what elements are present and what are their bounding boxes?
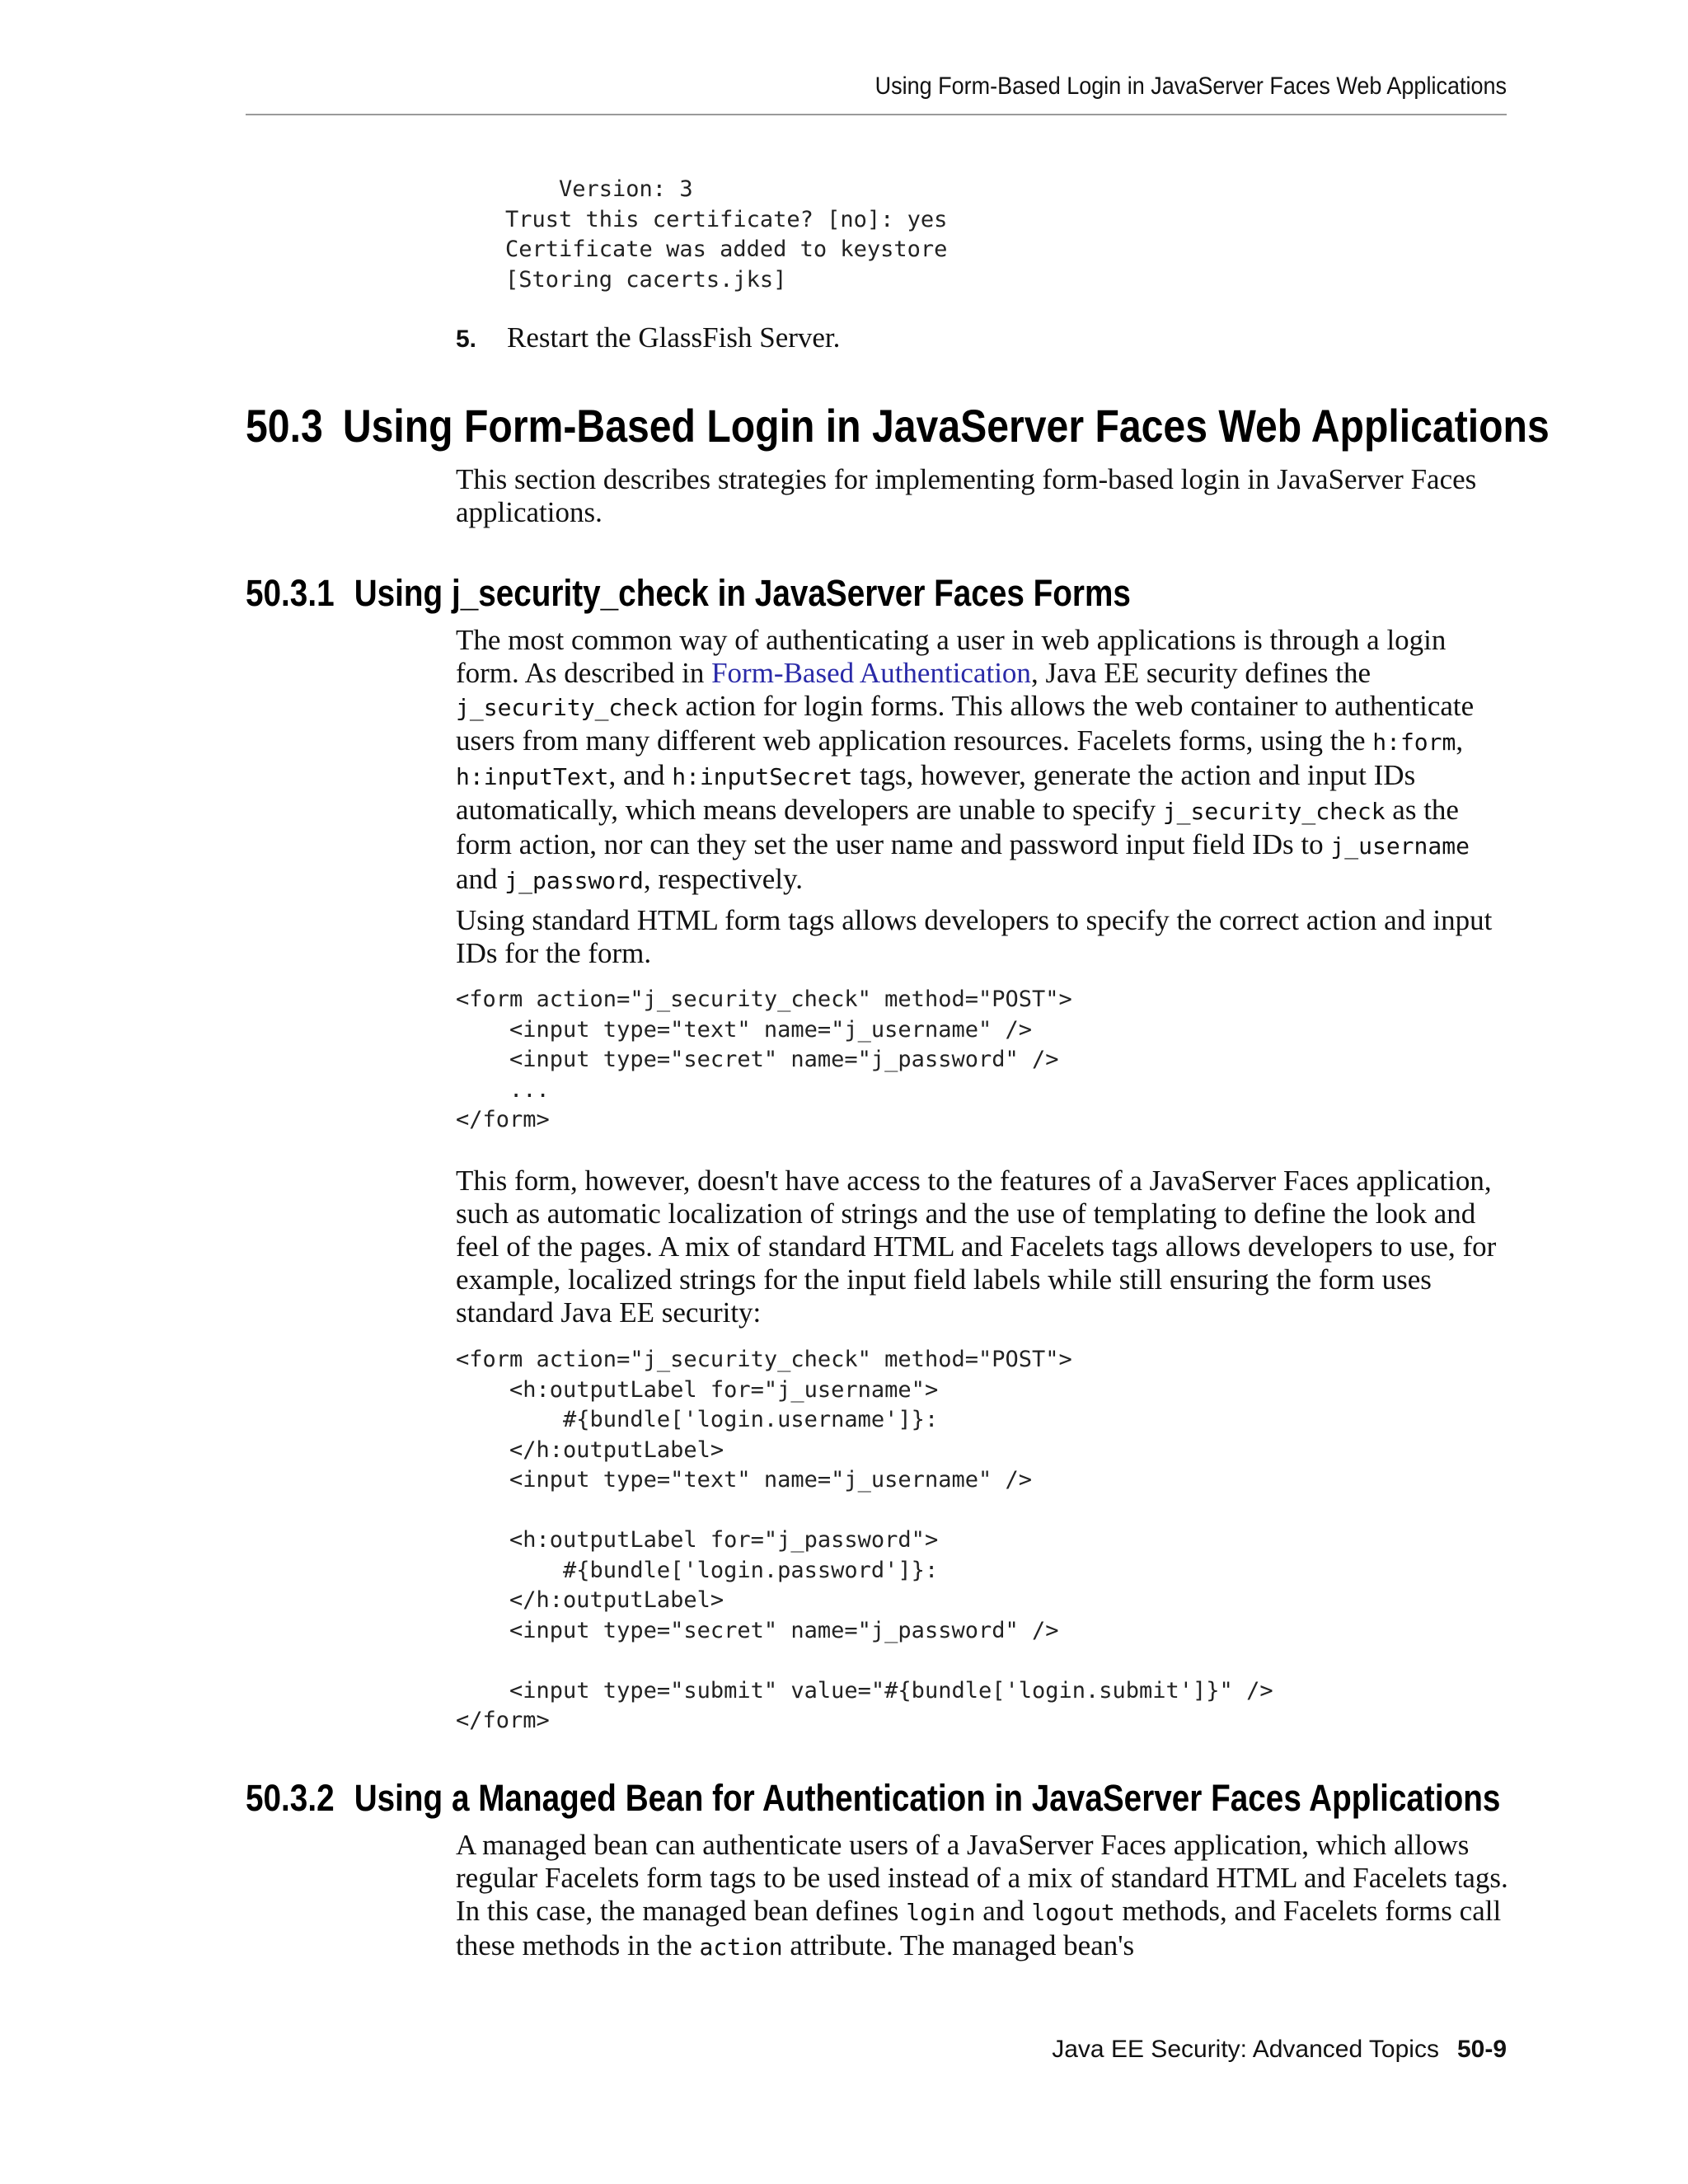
text-run: and — [975, 1895, 1032, 1927]
inline-code: login — [906, 1899, 976, 1926]
text-run: tags, however, generate the action and input IDs automatically, which means developers are unable to specify — [456, 759, 1416, 826]
text-run: as the form action, nor can they set the user name and password input field IDs to — [456, 794, 1459, 860]
step-text: Restart the GlassFish Server. — [507, 321, 841, 354]
paragraph-j-security-check — [456, 624, 1511, 898]
inline-code: logout — [1031, 1899, 1115, 1926]
section-heading-50-3 — [246, 399, 1550, 453]
inline-code: h:form — [1372, 729, 1456, 756]
subsection-heading-50-3-2 — [246, 1777, 1500, 1820]
section-title: Using Form-Based Login in JavaServer Faces Web Applications — [342, 400, 1550, 452]
page-number: 50-9 — [1456, 2036, 1507, 2063]
inline-code: action — [699, 1933, 783, 1961]
inline-code: h:inputText — [456, 763, 609, 790]
running-footer — [907, 2036, 1507, 2064]
footer-book-title: Java EE Security: Advanced Topics — [1052, 2036, 1439, 2063]
inline-code: j_security_check — [456, 694, 678, 721]
subsection-heading-50-3-1 — [246, 572, 1131, 615]
paragraph-managed-bean — [456, 1829, 1511, 1964]
running-header: Using Form-Based Login in JavaServer Faces Web Applications — [874, 73, 1507, 100]
section-intro-paragraph: This section describes strategies for implementing form-based login in JavaServer Faces applications. — [456, 463, 1477, 528]
subsection-number: 50.3.1 — [246, 572, 335, 614]
text-run: , and — [608, 759, 673, 791]
subsection-title: Using j_security_check in JavaServer Faces Forms — [354, 572, 1131, 614]
subsection-number: 50.3.2 — [246, 1777, 335, 1819]
text-run: , respectively. — [643, 863, 803, 895]
form-based-authentication-link[interactable]: Form-Based Authentication — [711, 657, 1031, 689]
text-run: attribute. The managed bean's — [782, 1929, 1135, 1961]
code-block-keytool-output: Version: 3 Trust this certificate? [no]: yes Certificate was added to keystore [Storing cacerts.jks] — [505, 176, 948, 293]
inline-code: j_security_check — [1162, 798, 1386, 825]
text-run: A managed bean can authenticate users of a JavaServer Faces application, which allows regular Facelets form tags to be used instead of a mix of standard HTML and Facelets tags. In this case, the managed bean defines — [456, 1829, 1508, 1927]
paragraph-mixed-tags: This form, however, doesn't have access to the features of a JavaServer Faces application, such as automatic localization of strings and the use of templating to define the look and feel of the pages. A mix of standard HTML and Facelets tags allows developers to use, for example, localized strings for the input field labels while still ensuring the form uses standard Java EE security: — [456, 1165, 1497, 1329]
code-block-facelets-form: <form action="j_security_check" method="POST"> <h:outputLabel for="j_username"> #{bundle['login.username']}: </h:outputLabel> <input type="text" name="j_username" /> <h:outputLabel for="j_password"> #{bundle['login.password']}: </h:outputLabel> <input type="secret" name="j_password" /> <input type="submit" value="#{bundle['login.submit']}" /> </form> — [456, 1347, 1273, 1733]
section-number: 50.3 — [246, 400, 323, 452]
step-number: 5. — [456, 326, 477, 353]
header-rule — [246, 114, 1507, 115]
text-run: action for login forms. This allows the web container to authenticate users from many different web application resources. Facelets forms, using the — [456, 690, 1475, 757]
inline-code: j_password — [504, 867, 644, 894]
text-run: The most common way of authenticating a user in web applications is through a login form. As described in — [456, 624, 1447, 689]
subsection-title: Using a Managed Bean for Authentication in JavaServer Faces Applications — [354, 1777, 1501, 1819]
text-run: , — [1456, 724, 1464, 757]
text-run: , Java EE security defines the — [1030, 657, 1372, 689]
inline-code: h:inputSecret — [672, 763, 853, 790]
text-run: methods, and Facelets forms call these methods in the — [456, 1895, 1502, 1961]
text-run: and — [456, 863, 505, 895]
paragraph-standard-html: Using standard HTML form tags allows developers to specify the correct action and input IDs for the form. — [456, 904, 1493, 969]
code-block-html-form: <form action="j_security_check" method="POST"> <input type="text" name="j_username" /> <input type="secret" name="j_password" /> ... </form> — [456, 987, 1072, 1132]
inline-code: j_username — [1330, 832, 1470, 860]
